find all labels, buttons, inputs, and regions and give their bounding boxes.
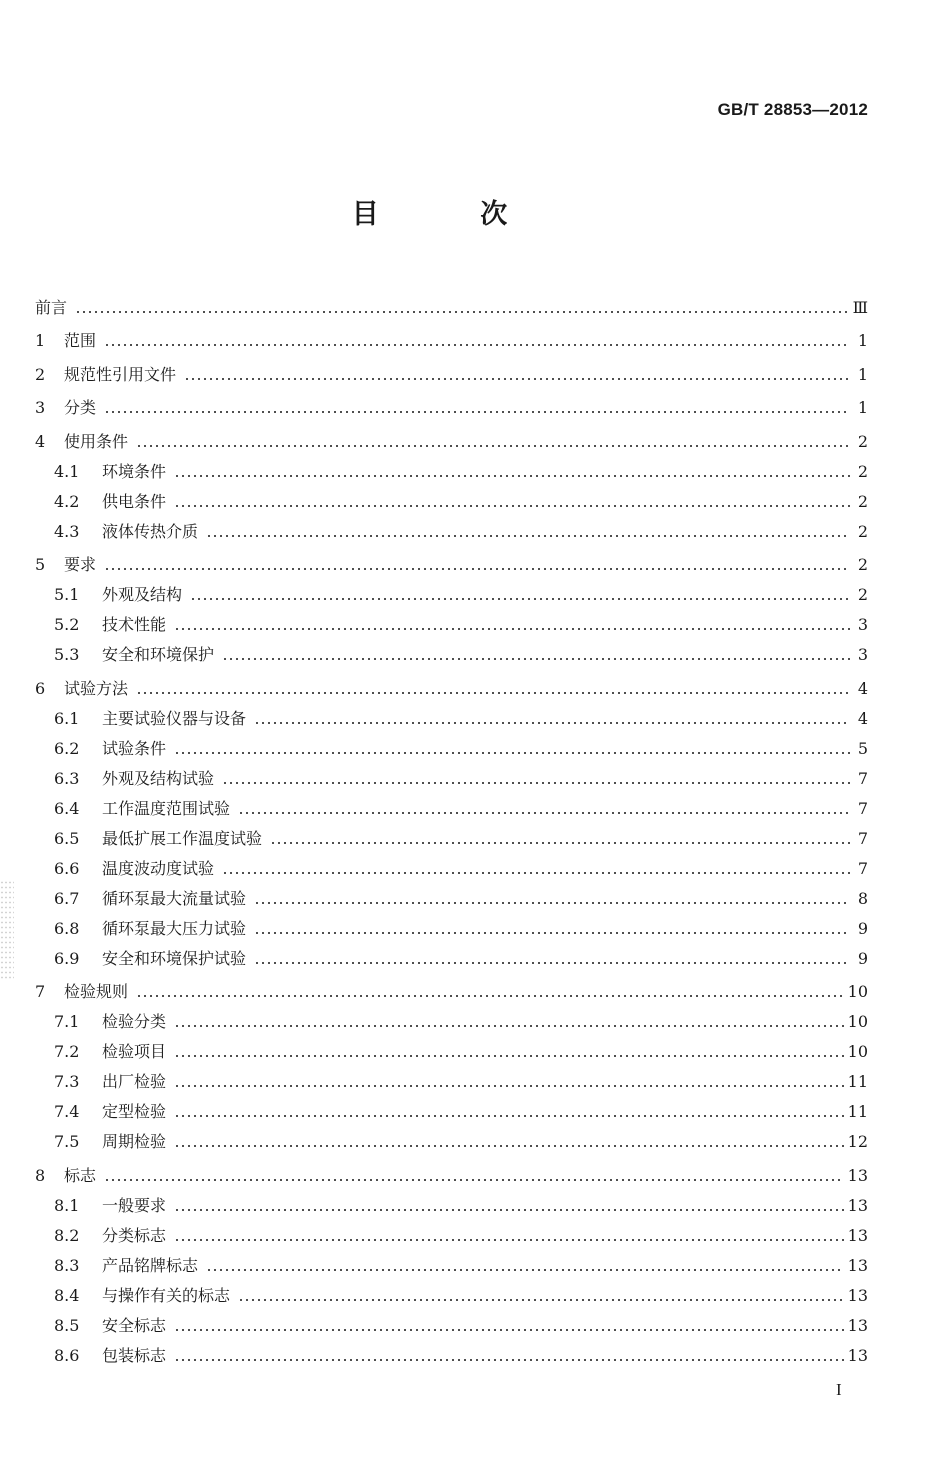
toc-entry-page: 13 — [847, 1195, 868, 1215]
toc-entry-number: 3 — [35, 398, 46, 417]
dot-leader — [174, 1209, 844, 1211]
toc-entry[interactable] — [35, 1216, 868, 1246]
toc-entry-title: 要求 — [64, 555, 97, 574]
toc-entry-number: 7.3 — [54, 1072, 80, 1091]
dot-leader — [254, 902, 850, 904]
toc-entry-page: 13 — [847, 1165, 868, 1185]
toc-entry-title: 检验项目 — [102, 1042, 167, 1061]
dot-leader — [174, 1085, 844, 1087]
toc-entry-title: 检验分类 — [102, 1012, 167, 1031]
dot-leader — [254, 932, 850, 934]
toc-entry[interactable] — [35, 452, 868, 482]
dot-leader — [174, 628, 850, 630]
toc-entry-title: 检验规则 — [64, 982, 129, 1001]
dot-leader — [174, 1359, 844, 1361]
dot-leader — [174, 1055, 844, 1057]
toc-entry-page: 10 — [847, 982, 868, 1001]
dot-leader — [104, 344, 850, 346]
dot-leader — [174, 1115, 844, 1117]
toc-entry-title: 外观及结构试验 — [102, 768, 215, 788]
toc-entry[interactable] — [35, 1336, 868, 1366]
toc-entry-number: 5.3 — [54, 645, 80, 664]
toc-entry[interactable] — [35, 819, 868, 849]
toc-entry-title: 安全和环境保护 — [102, 645, 215, 664]
toc-entry-page: 11 — [847, 1072, 868, 1091]
dot-leader — [174, 475, 850, 477]
toc-entry-title: 环境条件 — [102, 461, 167, 481]
toc-entry-title: 与操作有关的标志 — [102, 1285, 231, 1305]
dot-leader — [174, 752, 850, 754]
page-title: 目 次 — [351, 199, 554, 230]
toc-entry-page: 2 — [857, 461, 868, 481]
toc-entry-title: 安全标志 — [102, 1315, 167, 1335]
toc-entry-number: 2 — [35, 364, 46, 384]
toc-entry[interactable] — [35, 1186, 868, 1216]
dot-leader — [136, 692, 850, 694]
toc-entry[interactable] — [35, 542, 868, 576]
toc-entry-page: 7 — [857, 768, 868, 788]
dot-leader — [174, 1239, 844, 1241]
toc-entry[interactable] — [35, 909, 868, 939]
toc-entry-title: 循环泵最大流量试验 — [102, 888, 247, 908]
toc-entry-page: 1 — [857, 364, 868, 384]
toc-entry-title: 液体传热介质 — [102, 521, 199, 541]
toc-entry[interactable] — [35, 575, 868, 605]
toc-entry-title: 工作温度范围试验 — [102, 798, 231, 818]
toc-entry[interactable] — [35, 635, 868, 665]
toc-entry-number: 6.6 — [54, 858, 80, 878]
toc-entry[interactable] — [35, 1062, 868, 1092]
toc-entry-page: 9 — [857, 948, 868, 968]
dot-leader — [254, 722, 850, 724]
toc-entry-title: 标志 — [64, 1165, 97, 1185]
dot-leader — [174, 1329, 844, 1331]
toc-entry[interactable] — [35, 512, 868, 542]
toc-entry-number: 6.4 — [54, 798, 80, 818]
toc-entry-number: 7.4 — [54, 1102, 80, 1121]
toc-entry-page: 2 — [857, 431, 868, 451]
toc-entry-title: 供电条件 — [102, 491, 167, 511]
toc-entry-title: 循环泵最大压力试验 — [102, 918, 247, 938]
dot-leader — [174, 1145, 844, 1147]
toc-entry-number: 7.1 — [54, 1012, 80, 1031]
toc-entry[interactable] — [35, 1246, 868, 1276]
toc-entry-number: 8.3 — [54, 1255, 80, 1275]
toc-entry-number: 7.2 — [54, 1042, 80, 1061]
scan-noise — [0, 880, 14, 980]
dot-leader — [254, 962, 850, 964]
toc-entry-title: 一般要求 — [102, 1195, 167, 1215]
toc-entry[interactable] — [35, 1152, 868, 1186]
toc-entry-page: 2 — [857, 555, 868, 574]
toc-entry-number: 4.2 — [54, 491, 80, 511]
toc-entry[interactable] — [35, 1276, 868, 1306]
toc-entry-title: 试验方法 — [64, 678, 129, 698]
toc-entry-title: 使用条件 — [64, 431, 129, 451]
toc-entry-number: 4.1 — [54, 461, 80, 481]
toc-entry-number: 6.2 — [54, 738, 80, 758]
toc-entry[interactable] — [35, 879, 868, 909]
toc-entry[interactable] — [35, 418, 868, 452]
toc-entry-title: 出厂检验 — [102, 1072, 167, 1091]
toc-entry-page: 1 — [857, 331, 868, 350]
dot-leader — [136, 445, 850, 447]
toc-entry-number: 8 — [35, 1165, 46, 1185]
dot-leader — [270, 842, 850, 844]
toc-entry-title: 前言 — [35, 297, 68, 317]
toc-entry-title: 主要试验仪器与设备 — [102, 708, 247, 728]
toc-entry-title: 试验条件 — [102, 738, 167, 758]
dot-leader — [184, 378, 850, 380]
dot-leader — [206, 535, 850, 537]
toc-entry-page: 8 — [857, 888, 868, 908]
toc-entry-title: 包装标志 — [102, 1345, 167, 1365]
dot-leader — [104, 411, 850, 413]
toc-entry[interactable] — [35, 605, 868, 635]
toc-entry-page: 2 — [857, 491, 868, 511]
dot-leader — [104, 1179, 844, 1181]
toc-entry-title: 分类标志 — [102, 1225, 167, 1245]
standard-code: GB/T 28853—2012 — [717, 100, 868, 119]
toc-entry-page: 3 — [857, 615, 868, 634]
toc-entry-page: 7 — [857, 798, 868, 818]
toc-entry-number: 8.1 — [54, 1195, 80, 1215]
toc-entry[interactable] — [35, 1002, 868, 1032]
toc-entry-title: 温度波动度试验 — [102, 858, 215, 878]
dot-leader — [222, 872, 850, 874]
toc-entry-number: 6.8 — [54, 918, 80, 938]
dot-leader — [238, 812, 850, 814]
toc-entry-number: 4.3 — [54, 521, 80, 541]
toc-entry-title: 周期检验 — [102, 1132, 167, 1151]
toc-entry-number: 6.7 — [54, 888, 80, 908]
dot-leader — [174, 1025, 844, 1027]
toc-entry-page: 2 — [857, 585, 868, 604]
toc-entry-page: 10 — [847, 1042, 868, 1061]
dot-leader — [174, 505, 850, 507]
toc-entry[interactable] — [35, 1122, 868, 1152]
toc-entry-page: 10 — [847, 1012, 868, 1031]
toc-entry-number: 7 — [35, 982, 46, 1001]
toc-entry[interactable] — [35, 1306, 868, 1336]
toc-entry-page: 13 — [847, 1225, 868, 1245]
toc-entry-page: 4 — [857, 678, 868, 698]
toc-entry-number: 8.6 — [54, 1345, 80, 1365]
toc-entry-number: 5.1 — [54, 585, 80, 604]
toc-entry-page: 13 — [847, 1315, 868, 1335]
toc-entry[interactable] — [35, 759, 868, 789]
toc-entry[interactable] — [35, 789, 868, 819]
toc-entry-title: 外观及结构 — [102, 585, 183, 604]
toc-entry-number: 1 — [35, 331, 46, 350]
toc-entry[interactable] — [35, 665, 868, 699]
toc-entry[interactable] — [35, 351, 868, 385]
dot-leader — [206, 1269, 844, 1271]
toc-entry-number: 8.5 — [54, 1315, 80, 1335]
toc-entry-title: 技术性能 — [102, 615, 167, 634]
toc-entry[interactable] — [35, 849, 868, 879]
toc-entry[interactable] — [35, 699, 868, 729]
toc-entry[interactable] — [35, 482, 868, 512]
dot-leader — [190, 598, 850, 600]
toc-entry-title: 定型检验 — [102, 1102, 167, 1121]
toc-entry[interactable] — [35, 385, 868, 419]
toc-entry-number: 8.4 — [54, 1285, 80, 1305]
toc-entry[interactable] — [35, 939, 868, 969]
dot-leader — [222, 782, 850, 784]
toc-entry[interactable] — [35, 1092, 868, 1122]
toc-entry-page: 11 — [847, 1102, 868, 1121]
dot-leader — [222, 658, 850, 660]
toc-entry-number: 8.2 — [54, 1225, 80, 1245]
toc-entry-title: 产品铭牌标志 — [102, 1255, 199, 1275]
toc-entry-number: 6.3 — [54, 768, 80, 788]
toc-entry-page: 9 — [857, 918, 868, 938]
toc-entry-page: 13 — [847, 1255, 868, 1275]
toc-entry-page: 13 — [847, 1285, 868, 1305]
dot-leader — [136, 995, 844, 997]
toc-entry-number: 6 — [35, 678, 46, 698]
dot-leader — [238, 1299, 844, 1301]
toc-entry-number: 6.1 — [54, 708, 80, 728]
toc-entry[interactable] — [35, 284, 868, 318]
dot-leader — [104, 568, 850, 570]
toc-entry-page: 4 — [857, 708, 868, 728]
toc-entry-page: 5 — [857, 738, 868, 758]
toc-entry-page: 13 — [847, 1345, 868, 1365]
toc-entry[interactable] — [35, 1032, 868, 1062]
toc-entry-page: Ⅲ — [852, 297, 868, 317]
toc-entry-page: 1 — [857, 398, 868, 417]
toc-entry[interactable] — [35, 969, 868, 1003]
toc-entry-title: 范围 — [64, 331, 97, 350]
toc-entry-page: 7 — [857, 828, 868, 848]
page-folio: I — [836, 1380, 842, 1399]
toc-entry[interactable] — [35, 318, 868, 352]
toc-entry-number: 6.9 — [54, 948, 80, 968]
toc-entry-number: 6.5 — [54, 828, 80, 848]
toc-entry-number: 5 — [35, 555, 46, 574]
toc-entry-number: 7.5 — [54, 1132, 80, 1151]
toc-entry-title: 最低扩展工作温度试验 — [102, 828, 263, 848]
toc-entry-number: 5.2 — [54, 615, 80, 634]
toc-entry-title: 分类 — [64, 398, 97, 417]
toc-entry-number: 4 — [35, 431, 46, 451]
table-of-contents — [35, 284, 868, 1366]
toc-entry-page: 2 — [857, 521, 868, 541]
toc-entry-page: 7 — [857, 858, 868, 878]
toc-entry-title: 规范性引用文件 — [64, 364, 177, 384]
dot-leader — [75, 311, 849, 313]
toc-entry-title: 安全和环境保护试验 — [102, 948, 247, 968]
toc-entry[interactable] — [35, 729, 868, 759]
toc-entry-page: 12 — [847, 1132, 868, 1151]
toc-entry-page: 3 — [857, 645, 868, 664]
